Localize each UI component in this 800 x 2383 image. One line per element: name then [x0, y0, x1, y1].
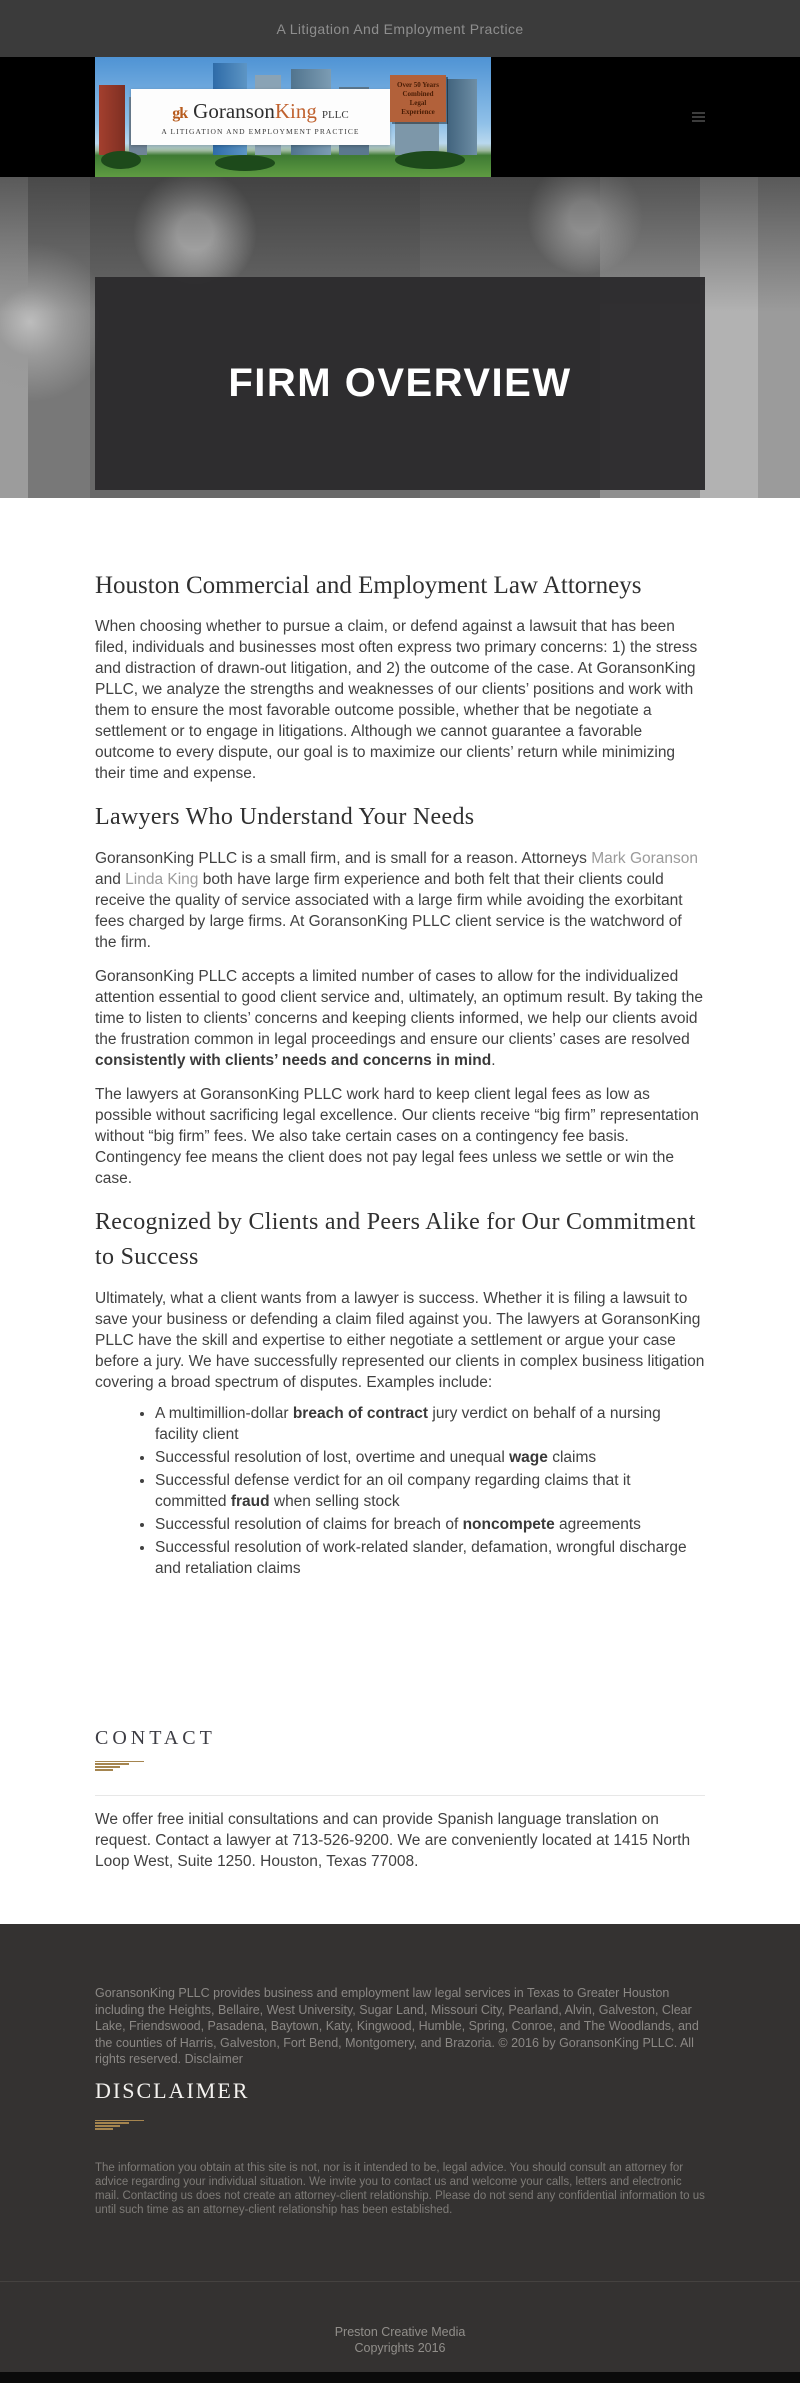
contact-section	[95, 1727, 705, 1872]
logo-tree	[101, 151, 141, 169]
gold-lines-ornament-icon	[95, 2120, 155, 2130]
logo-name-king: King	[274, 98, 317, 123]
contact-heading: CONTACT	[95, 1726, 216, 1749]
case-results-list	[95, 1403, 705, 1579]
list-item: • Successful defense verdict for an oil company regarding claims that it committed fraud when selling stock	[155, 1470, 705, 1512]
logo-tree	[215, 155, 275, 171]
hero-banner	[0, 177, 800, 498]
list-item: • Successful resolution of claims for breach of noncompete agreements	[155, 1514, 705, 1535]
logo-name-goranson: Goranson	[193, 98, 275, 123]
paragraph-limited-cases: GoransonKing PLLC accepts a limited number of cases to allow for the individualized attention essential to good client service and, ultimately, an optimum result. By taking the time to listen to clients’ concerns and keeping clients informed, we help our clients avoid the frustration common in legal proceedings and ensure our clients’ cases are resolved consistently with clients’ needs and concerns in mind.	[95, 967, 703, 1069]
site-footer	[0, 1924, 800, 2383]
page-title: FIRM OVERVIEW	[228, 361, 572, 405]
paragraph-intro: When choosing whether to pursue a claim, or defend against a lawsuit that has been filed, individuals and businesses most often express two primary concerns: 1) the stress and distraction of drawn-out litigation, and 2) the outcome of the case. At GoransonKing PLLC, we analyze the strengths and weaknesses of our clients’ positions and work with them to ensure the most favorable outcome possible, whether that be negotiate a settlement or to engage in litigations. Although we cannot guarantee a favorable outcome to every dispute, our goal is to maximize our clients’ return while minimizing their time and expense.	[95, 617, 698, 782]
logo-tree	[395, 151, 465, 169]
contact-body: We offer free initial consultations and can provide Spanish language translation on request. Contact a lawyer at 713-526-9200. We are conveniently located at 1415 North Loop West, Suite 1250. Houston, Texas 77008.	[95, 1810, 691, 1870]
list-item: • A multimillion-dollar breach of contract jury verdict on behalf of a nursing facility client	[155, 1403, 705, 1445]
site-tagline: A Litigation And Employment Practice	[276, 20, 524, 37]
credit-copyright: Copyrights 2016	[354, 2341, 446, 2355]
bottom-strip	[0, 2372, 800, 2383]
disclaimer-heading: DISCLAIMER	[95, 2077, 250, 2103]
hero-overlay	[95, 277, 705, 490]
site-credits	[0, 2324, 800, 2357]
list-item: • Successful resolution of work-related slander, defamation, wrongful discharge and retaliation claims	[155, 1537, 705, 1579]
main-content	[0, 498, 800, 1924]
section-heading-needs: Lawyers Who Understand Your Needs	[95, 803, 475, 830]
logo-suffix: PLLC	[321, 108, 349, 121]
logo-building	[99, 85, 125, 155]
top-bar	[0, 0, 800, 57]
paragraph-small-firm: GoransonKing PLLC is a small firm, and is small for a reason. Attorneys Mark Goranson and Linda King both have large firm experience and both felt that their clients could receive the quality of service associated with a large firm while avoiding the exorbitant fees charged by large firms. At GoransonKing PLLC client service is the watchword of the firm.	[95, 849, 699, 951]
link-mark-goranson[interactable]: Mark Goranson	[591, 849, 699, 867]
gold-lines-ornament-icon	[95, 1761, 155, 1771]
section-heading-recognized: Recognized by Clients and Peers Alike for Our Commitment to Success	[95, 1208, 696, 1270]
logo-nameplate	[131, 89, 390, 145]
paragraph-success: Ultimately, what a client wants from a lawyer is success. Whether it is filing a lawsuit to save your business or defending a claim filed against you. The lawyers at GoransonKing PLLC have the skill and expertise to either negotiate a settlement or argue your case before a jury. We have successfully represented our clients in complex business litigation covering a broad spectrum of disputes. Examples include:	[95, 1289, 705, 1391]
footer-about: GoransonKing PLLC provides business and employment law legal services in Texas to Greater Houston including the Heights, Bellaire, West University, Sugar Land, Missouri City, Pearland, Alvin, Galveston, Clear Lake, Friendswood, Pasadena, Baytown, Katy, Kingwood, Humble, Spring, Conroe, and The Woodlands, and the counties of Harris, Galveston, Fort Bend, Montgomery, and Brazoria. © 2016 by GoransonKing PLLC. All rights reserved. Disclaimer	[95, 1986, 699, 2066]
list-item: • Successful resolution of lost, overtime and unequal wage claims	[155, 1447, 705, 1468]
experience-badge: Over 50 Years Combined Legal Experience	[390, 75, 446, 122]
logo-tagline: A LITIGATION AND EMPLOYMENT PRACTICE	[161, 126, 360, 136]
section-heading-attorneys: Houston Commercial and Employment Law Attorneys	[95, 572, 642, 599]
footer-divider	[0, 2281, 800, 2282]
contact-divider	[95, 1795, 705, 1796]
logo-building	[447, 79, 477, 155]
site-header	[0, 57, 800, 177]
paragraph-fees: The lawyers at GoransonKing PLLC work hard to keep client legal fees as low as possible without sacrificing legal excellence. Our clients receive “big firm” representation without “big firm” fees. We also take certain cases on a contingency fee basis. Contingency fee means the client does not pay legal fees unless we settle or win the case.	[95, 1085, 699, 1187]
gk-monogram-icon: gk	[172, 104, 188, 122]
link-disclaimer[interactable]: Disclaimer	[184, 2052, 243, 2066]
credit-agency: Preston Creative Media	[334, 2324, 466, 2339]
disclaimer-body: The information you obtain at this site is not, nor is it intended to be, legal advice. You should consult an attorney for advice regarding your individual situation. We invite you to contact us and welcome your calls, letters and electronic mail. Contacting us does not create an attorney-client relationship. Please do not send any confidential information to us until such time as an attorney-client relationship has been established.	[95, 2161, 705, 2216]
menu-hamburger-icon[interactable]	[692, 112, 705, 124]
logo[interactable]	[95, 57, 491, 177]
link-linda-king[interactable]: Linda King	[125, 870, 199, 888]
